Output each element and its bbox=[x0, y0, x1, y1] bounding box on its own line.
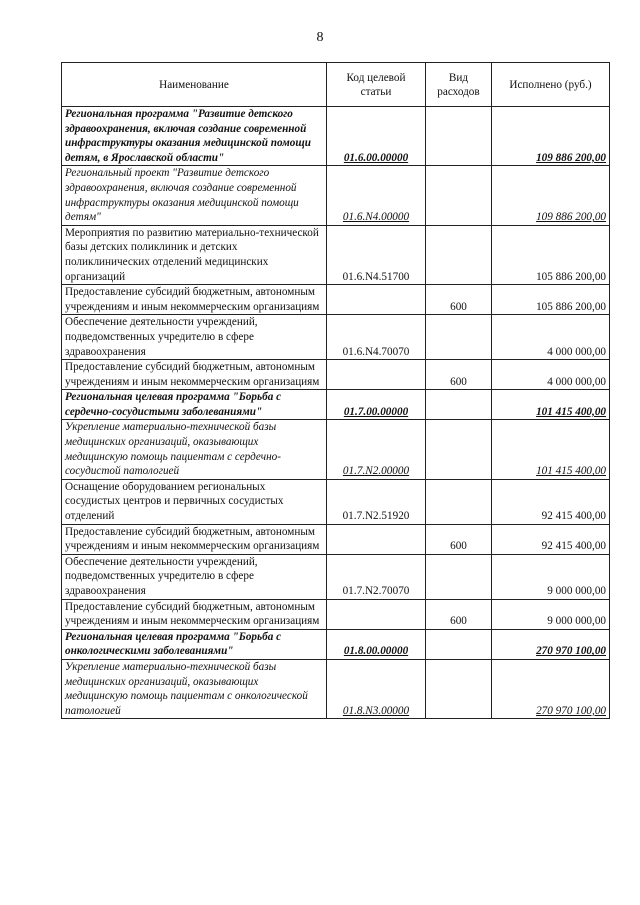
row-expense-type-cell bbox=[426, 420, 492, 479]
row-amount-cell: 101 415 400,00 bbox=[492, 390, 610, 420]
row-amount-cell: 105 886 200,00 bbox=[492, 285, 610, 315]
table-row bbox=[62, 360, 610, 390]
table-row bbox=[62, 599, 610, 629]
row-name-cell: Предоставление субсидий бюджетным, автономным учреждениям и иным некоммерческим организациям bbox=[62, 360, 327, 390]
row-amount-cell: 101 415 400,00 bbox=[492, 420, 610, 479]
table-row bbox=[62, 629, 610, 659]
row-amount-cell: 92 415 400,00 bbox=[492, 524, 610, 554]
table-row bbox=[62, 659, 610, 718]
row-expense-type-cell: 600 bbox=[426, 599, 492, 629]
table-row bbox=[62, 285, 610, 315]
table-row bbox=[62, 479, 610, 524]
row-name-cell: Обеспечение деятельности учреждений, подведомственных учредителю в сфере здравоохранения bbox=[62, 554, 327, 599]
row-name-cell: Обеспечение деятельности учреждений, подведомственных учредителю в сфере здравоохранения bbox=[62, 315, 327, 360]
row-name-cell: Предоставление субсидий бюджетным, автономным учреждениям и иным некоммерческим организациям bbox=[62, 524, 327, 554]
table-row bbox=[62, 107, 610, 166]
table-row bbox=[62, 315, 610, 360]
row-expense-type-cell bbox=[426, 479, 492, 524]
row-expense-type-cell bbox=[426, 225, 492, 284]
row-expense-type-cell bbox=[426, 554, 492, 599]
row-name-cell: Региональная программа "Развитие детского здравоохранения, включая создание современной инфраструктуры оказания медицинской помощи детям, в Ярославской области" bbox=[62, 107, 327, 166]
row-amount-cell: 4 000 000,00 bbox=[492, 360, 610, 390]
row-code-cell bbox=[327, 360, 426, 390]
row-code-cell: 01.7.N2.70070 bbox=[327, 554, 426, 599]
table-row bbox=[62, 390, 610, 420]
row-amount-cell: 270 970 100,00 bbox=[492, 629, 610, 659]
row-amount-cell: 109 886 200,00 bbox=[492, 107, 610, 166]
row-name-cell: Укрепление материально-технической базы медицинских организаций, оказывающих медицинскую помощь пациентам с онкологической патологией bbox=[62, 659, 327, 718]
row-amount-cell: 109 886 200,00 bbox=[492, 166, 610, 225]
row-name-cell: Предоставление субсидий бюджетным, автономным учреждениям и иным некоммерческим организациям bbox=[62, 285, 327, 315]
row-amount-cell: 9 000 000,00 bbox=[492, 554, 610, 599]
row-code-cell: 01.7.00.00000 bbox=[327, 390, 426, 420]
header-code: Код целевой статьи bbox=[327, 63, 426, 107]
budget-execution-table bbox=[61, 62, 610, 719]
row-amount-cell: 270 970 100,00 bbox=[492, 659, 610, 718]
row-expense-type-cell bbox=[426, 629, 492, 659]
row-amount-cell: 92 415 400,00 bbox=[492, 479, 610, 524]
header-amount: Исполнено (руб.) bbox=[492, 63, 610, 107]
row-name-cell: Предоставление субсидий бюджетным, автономным учреждениям и иным некоммерческим организациям bbox=[62, 599, 327, 629]
row-amount-cell: 4 000 000,00 bbox=[492, 315, 610, 360]
row-expense-type-cell bbox=[426, 659, 492, 718]
row-expense-type-cell bbox=[426, 315, 492, 360]
row-amount-cell: 105 886 200,00 bbox=[492, 225, 610, 284]
header-expense-type: Вид расходов bbox=[426, 63, 492, 107]
row-code-cell: 01.7.N2.51920 bbox=[327, 479, 426, 524]
row-code-cell bbox=[327, 599, 426, 629]
row-code-cell: 01.8.N3.00000 bbox=[327, 659, 426, 718]
header-name: Наименование bbox=[62, 63, 327, 107]
row-code-cell bbox=[327, 285, 426, 315]
table-row bbox=[62, 225, 610, 284]
row-code-cell bbox=[327, 524, 426, 554]
row-code-cell: 01.6.N4.70070 bbox=[327, 315, 426, 360]
table-header-row bbox=[62, 63, 610, 107]
table-row bbox=[62, 420, 610, 479]
row-expense-type-cell bbox=[426, 107, 492, 166]
page-number: 8 bbox=[316, 30, 324, 45]
row-name-cell: Региональный проект "Развитие детского здравоохранения, включая создание современной инфраструктуры оказания медицинской помощи детям" bbox=[62, 166, 327, 225]
table-row bbox=[62, 166, 610, 225]
row-code-cell: 01.8.00.00000 bbox=[327, 629, 426, 659]
table-row bbox=[62, 554, 610, 599]
row-code-cell: 01.6.N4.51700 bbox=[327, 225, 426, 284]
row-expense-type-cell bbox=[426, 166, 492, 225]
row-expense-type-cell: 600 bbox=[426, 360, 492, 390]
row-name-cell: Мероприятия по развитию материально-технической базы детских поликлиник и детских поликлинических отделений медицинских организаций bbox=[62, 225, 327, 284]
row-name-cell: Региональная целевая программа "Борьба с онкологическими заболеваниями" bbox=[62, 629, 327, 659]
row-name-cell: Укрепление материально-технической базы медицинских организаций, оказывающих медицинскую помощь пациентам с сердечно-сосудистой патологией bbox=[62, 420, 327, 479]
row-code-cell: 01.7.N2.00000 bbox=[327, 420, 426, 479]
row-expense-type-cell bbox=[426, 390, 492, 420]
row-expense-type-cell: 600 bbox=[426, 285, 492, 315]
row-amount-cell: 9 000 000,00 bbox=[492, 599, 610, 629]
row-code-cell: 01.6.00.00000 bbox=[327, 107, 426, 166]
row-name-cell: Оснащение оборудованием региональных сосудистых центров и первичных сосудистых отделений bbox=[62, 479, 327, 524]
table-body bbox=[62, 107, 610, 719]
table-row bbox=[62, 524, 610, 554]
row-name-cell: Региональная целевая программа "Борьба с сердечно-сосудистыми заболеваниями" bbox=[62, 390, 327, 420]
row-code-cell: 01.6.N4.00000 bbox=[327, 166, 426, 225]
row-expense-type-cell: 600 bbox=[426, 524, 492, 554]
